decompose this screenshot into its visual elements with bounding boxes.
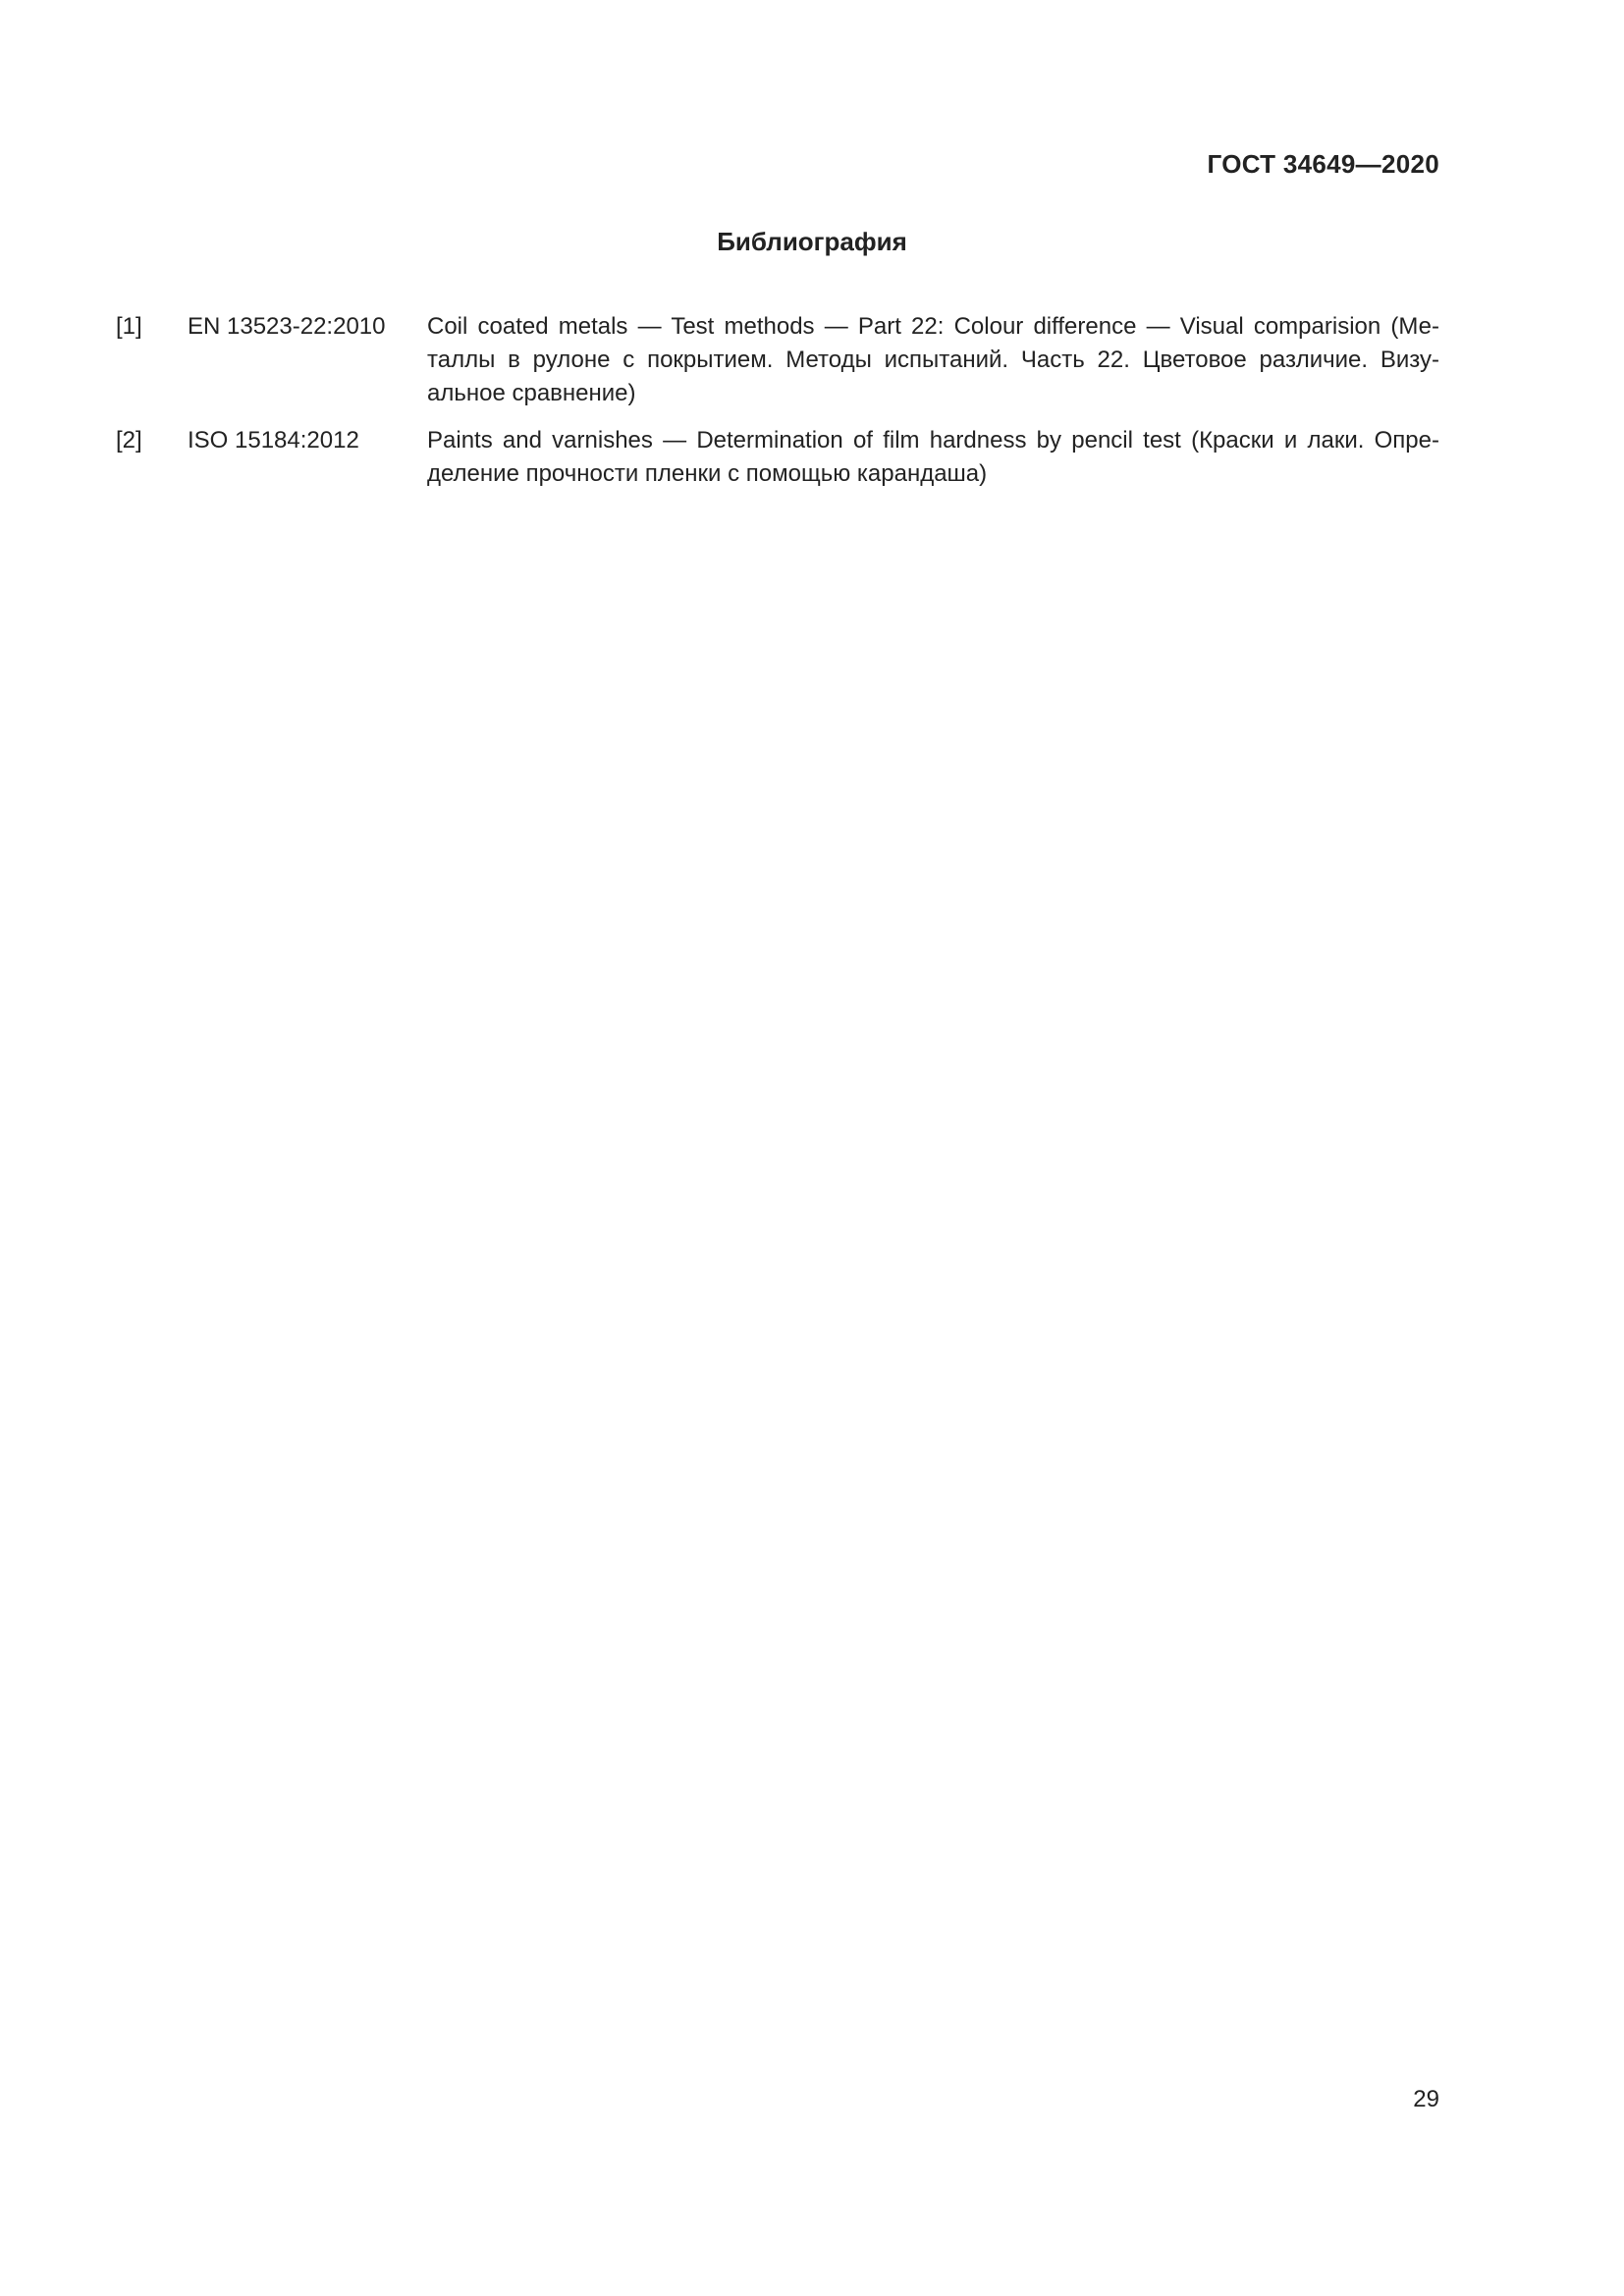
- bibliography-entry: [116, 310, 1439, 410]
- document-code: ГОСТ 34649—2020: [1207, 149, 1439, 179]
- bibliography-entry: [116, 424, 1439, 491]
- entry-description: Coil coated metals — Test methods — Part 22: Colour difference — Visual comparision (Металлы в рулоне с покрытием. Методы испытаний. Часть 22. Цветовое различие. Визуальное сравнение): [427, 313, 1439, 406]
- page-number: 29: [1413, 2086, 1439, 2112]
- entry-description: Paints and varnishes — Determination of film hardness by pencil test (Краски и лаки. Определение прочности пленки с помощью карандаша): [427, 427, 1439, 487]
- entry-standard: ISO 15184:2012: [188, 427, 359, 454]
- section-title: Библиография: [717, 227, 907, 256]
- entry-number: [2]: [116, 427, 142, 454]
- entry-standard: EN 13523-22:2010: [188, 313, 386, 340]
- bibliography-list: [116, 310, 1439, 505]
- entry-number: [1]: [116, 313, 142, 340]
